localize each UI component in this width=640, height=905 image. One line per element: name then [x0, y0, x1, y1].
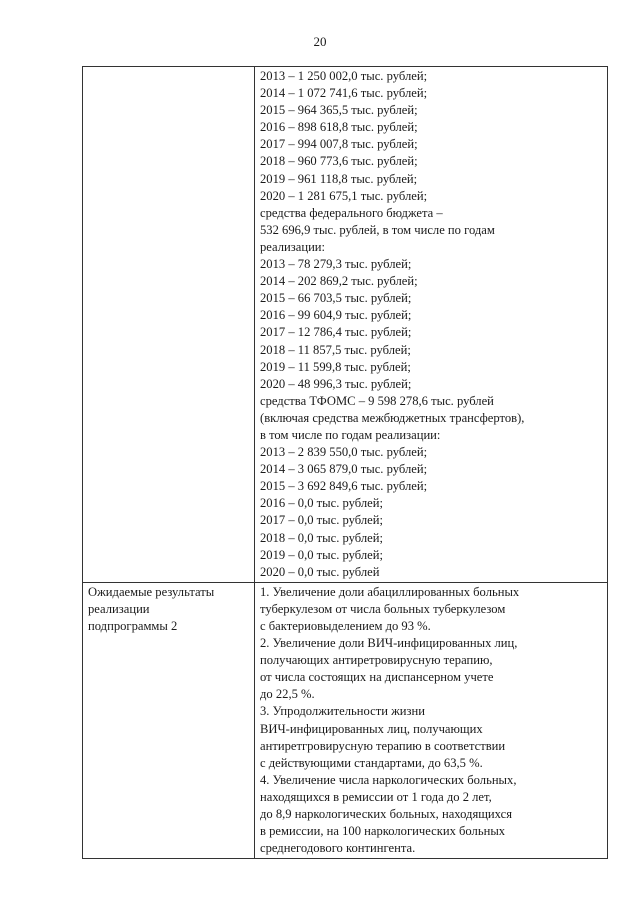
content-line: 2019 – 0,0 тыс. рублей; [260, 547, 383, 562]
content-line: с бактериовыделением до 93 %. [260, 619, 431, 633]
content-line: 2. Увеличение доли ВИЧ-инфицированных лиц, [260, 636, 518, 651]
content-line: 2016 – 99 604,9 тыс. рублей; [260, 308, 412, 323]
content-line: 3. Упродолжительности жизни [260, 704, 425, 719]
table-row [83, 582, 608, 859]
content-line: антиретгровирусную терапию в соответствии [260, 738, 506, 753]
content-line: 2017 – 994 007,8 тыс. рублей; [260, 137, 418, 152]
content-line: 2014 – 1 072 741,6 тыс. рублей; [260, 86, 428, 101]
content-line: находящихся в ремиссии от 1 года до 2 лет, [260, 789, 492, 804]
content-line: 1. Увеличение доли абациллированных больных [260, 584, 520, 599]
content-line: (включая средства межбюджетных трансфертов), [260, 410, 525, 425]
page-number: 20 [313, 34, 327, 49]
row-content-cell [255, 582, 608, 859]
content-line: 2018 – 0,0 тыс. рублей; [260, 530, 383, 545]
row-label-cell [83, 67, 255, 583]
row-label-line: реализации [88, 601, 150, 616]
content-line: 2019 – 11 599,8 тыс. рублей; [260, 359, 411, 374]
content-line: 2020 – 1 281 675,1 тыс. рублей; [260, 188, 428, 203]
content-line: 2015 – 964 365,5 тыс. рублей; [260, 103, 418, 118]
content-line: реализации: [260, 239, 326, 254]
content-line: до 8,9 наркологических больных, находящихся [260, 807, 512, 822]
content-line: с действующими стандартами, до 63,5 %. [260, 755, 483, 770]
content-line: туберкулезом от числа больных туберкулезом [260, 601, 506, 616]
content-line: 2014 – 202 869,2 тыс. рублей; [260, 274, 418, 289]
content-line: 4. Увеличение числа наркологических больных, [260, 772, 517, 787]
content-line: в ремиссии, на 100 наркологических больных [260, 824, 506, 839]
table-row [83, 67, 608, 583]
content-line: 2020 – 0,0 тыс. рублей [260, 564, 380, 579]
row-label-line: подпрограммы 2 [88, 619, 178, 633]
content-line: 2017 – 12 786,4 тыс. рублей; [260, 325, 412, 340]
row-content-cell [255, 67, 608, 583]
content-line: 2018 – 11 857,5 тыс. рублей; [260, 342, 411, 357]
content-line: 2017 – 0,0 тыс. рублей; [260, 513, 383, 528]
row-label-cell [83, 582, 255, 859]
content-line: средства ТФОМС – 9 598 278,6 тыс. рублей [260, 393, 494, 408]
content-line: от числа состоящих на диспансерном учете [260, 670, 494, 685]
content-line: в том числе по годам реализации: [260, 427, 441, 442]
content-line: ВИЧ-инфицированных лиц, получающих [260, 721, 483, 736]
content-line: 2013 – 2 839 550,0 тыс. рублей; [260, 445, 428, 460]
content-line: 2015 – 66 703,5 тыс. рублей; [260, 291, 412, 306]
content-line: 532 696,9 тыс. рублей, в том числе по годам [260, 222, 495, 237]
content-line: 2013 – 78 279,3 тыс. рублей; [260, 257, 412, 272]
subprogram-table [82, 66, 608, 859]
content-line: 2020 – 48 996,3 тыс. рублей; [260, 376, 412, 391]
content-line: 2013 – 1 250 002,0 тыс. рублей; [260, 69, 428, 83]
content-line: 2015 – 3 692 849,6 тыс. рублей; [260, 479, 428, 494]
content-line: 2019 – 961 118,8 тыс. рублей; [260, 171, 418, 186]
content-line: средства федерального бюджета – [260, 205, 443, 220]
content-line: среднегодового контингента. [260, 841, 416, 856]
content-line: 2016 – 0,0 тыс. рублей; [260, 496, 383, 511]
content-line: до 22,5 %. [260, 687, 315, 702]
row-label-line: Ожидаемые результаты [88, 584, 215, 599]
content-line: 2016 – 898 618,8 тыс. рублей; [260, 120, 418, 135]
content-line: 2014 – 3 065 879,0 тыс. рублей; [260, 462, 428, 477]
content-line: получающих антиретровирусную терапию, [260, 653, 493, 668]
content-line: 2018 – 960 773,6 тыс. рублей; [260, 154, 418, 169]
